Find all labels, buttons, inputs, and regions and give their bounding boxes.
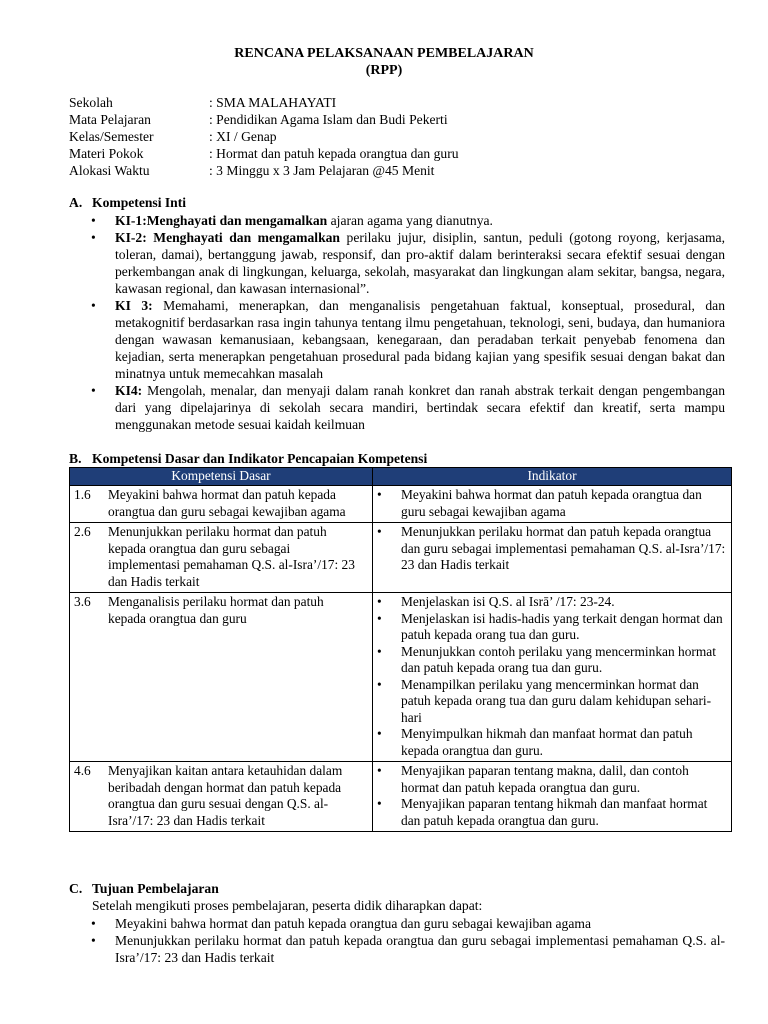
indicator-item: [377, 677, 727, 727]
section-title: Tujuan Pembelajaran: [92, 881, 219, 896]
section-letter: B.: [69, 451, 82, 466]
kd-cell: [70, 486, 373, 523]
info-value: : Pendidikan Agama Islam dan Budi Pekerti: [209, 112, 448, 127]
indicator-cell: [373, 523, 732, 593]
ki-item: [91, 382, 725, 433]
ki-title: KI4:: [115, 383, 143, 398]
bullet-icon: •: [377, 487, 382, 502]
kd-cell: [70, 523, 373, 593]
section-title: Kompetensi Inti: [92, 195, 187, 210]
bullet-icon: •: [377, 676, 382, 692]
indicator-text: Menampilkan perilaku yang mencerminkan hormat dan patuh kepada orang tua dan guru dalam kehidupan sehari-hari: [401, 676, 712, 725]
bullet-icon: •: [377, 610, 382, 626]
bullet-icon: •: [377, 796, 382, 811]
section-b-heading: [69, 450, 427, 467]
table-row: [70, 523, 732, 593]
indicator-text: Menjelaskan isi Q.S. al Isrā’ /17: 23-24.: [401, 594, 615, 609]
info-label: Sekolah: [69, 95, 113, 110]
kd-text: Menunjukkan perilaku hormat dan patuh kepada orangtua dan guru sebagai implementasi pemahaman Q.S. al-Isra’/17: 23 dan Hadis terkait: [108, 524, 355, 589]
ki-item: [91, 229, 725, 297]
indicator-item: [377, 611, 727, 644]
document-subtitle: (RPP): [365, 63, 403, 78]
ki-item: [91, 212, 725, 229]
info-row-alokasi-waktu: [69, 162, 709, 179]
kd-text: Menganalisis perilaku hormat dan patuh kepada orangtua dan guru: [108, 594, 324, 626]
info-label: Kelas/Semester: [69, 129, 154, 144]
table-row: [70, 486, 732, 523]
bullet-icon: •: [377, 594, 382, 609]
bullet-icon: •: [91, 383, 96, 398]
indicator-item: [377, 796, 727, 829]
indicator-text: Menjelaskan isi hadis-hadis yang terkait dengan hormat dan patuh kepada orang tua dan guru.: [401, 610, 723, 642]
section-a-heading: [69, 194, 186, 211]
ki-text: Mengolah, menalar, dan menyaji dalam ranah konkret dan ranah abstrak terkait dengan pengembangan dari yang dipelajarinya di sekolah secara mandiri, bertindak secara efektif dan kreatif, serta mampu menggunakan metode sesuai kaidah keilmuan: [115, 383, 725, 432]
indicator-cell: [373, 593, 732, 762]
indicator-text: Menunjukkan perilaku hormat dan patuh kepada orangtua dan guru sebagai implementasi pemahaman Q.S. al-Isra’/17: 23 dan Hadis terkait: [401, 524, 726, 572]
ki-title: KI 3:: [115, 298, 153, 313]
info-row-mata-pelajaran: [69, 111, 709, 128]
ki-item: [91, 297, 725, 382]
identity-block: [69, 94, 709, 179]
kd-number: 4.6: [74, 763, 91, 778]
indicator-item: [377, 487, 727, 520]
kompetensi-table: [69, 467, 732, 832]
ki-text: Memahami, menerapkan, dan menganalisis pengetahuan faktual, konseptual, prosedural, dan metakognitif berdasarkan rasa ingin tahunya tentang ilmu pengetahuan, teknologi, seni, budaya, dan humaniora dengan wawasan kemanusiaan, kebangsaan, kenegaraan, dan peradaban terkait penyebab fenomena dan kejadian, serta menerapkan pengetahuan prosedural pada bidang kajian yang spesifik sesuai dengan bakat dan minatnya untuk memecahkan masalah: [115, 298, 726, 381]
bullet-icon: •: [377, 524, 382, 539]
column-header-indikator: Indikator: [373, 468, 732, 486]
kd-number: 2.6: [74, 524, 91, 539]
info-row-materi-pokok: [69, 145, 709, 162]
indicator-item: [377, 644, 727, 677]
indicator-text: Menyajikan paparan tentang hikmah dan manfaat hormat dan patuh kepada orangtua dan guru.: [401, 796, 708, 828]
document-title: RENCANA PELAKSANAAN PEMBELAJARAN: [234, 46, 534, 61]
indicator-text: Menunjukkan contoh perilaku yang mencerminkan hormat dan patuh kepada orang tua dan guru.: [401, 643, 716, 675]
info-label: Mata Pelajaran: [69, 112, 151, 127]
bullet-icon: •: [91, 916, 96, 931]
ki-title: KI-1:Menghayati dan mengamalkan: [115, 213, 328, 228]
info-value: : XI / Genap: [209, 129, 277, 144]
kd-number: 3.6: [74, 594, 91, 609]
kd-cell: [70, 762, 373, 832]
indicator-cell: [373, 762, 732, 832]
kd-cell: [70, 593, 373, 762]
kompetensi-inti-list: [91, 212, 725, 433]
info-label: Materi Pokok: [69, 146, 144, 161]
tujuan-text: Menunjukkan perilaku hormat dan patuh kepada orangtua dan guru sebagai implementasi pemahaman Q.S. al-Isra’/17: 23 dan Hadis terkait: [115, 933, 725, 965]
indicator-text: Meyakini bahwa hormat dan patuh kepada orangtua dan guru sebagai kewajiban agama: [401, 487, 702, 519]
indicator-item: [377, 524, 727, 574]
bullet-icon: •: [91, 230, 96, 245]
section-letter: C.: [69, 881, 83, 896]
indicator-text: Menyajikan paparan tentang makna, dalil, dan contoh hormat dan patuh kepada orangtua dan guru.: [401, 763, 689, 795]
ki-text: ajaran agama yang dianutnya.: [327, 213, 493, 228]
column-header-kompetensi-dasar: Kompetensi Dasar: [70, 468, 373, 486]
tujuan-text: Meyakini bahwa hormat dan patuh kepada orangtua dan guru sebagai kewajiban agama: [115, 916, 591, 931]
indicator-item: [377, 594, 727, 611]
kd-number: 1.6: [74, 487, 91, 502]
tujuan-item: [91, 915, 725, 932]
kd-text: Meyakini bahwa hormat dan patuh kepada orangtua dan guru sebagai kewajiban agama: [108, 487, 346, 519]
info-value: : Hormat dan patuh kepada orangtua dan guru: [209, 146, 459, 161]
indicator-item: [377, 726, 727, 759]
bullet-icon: •: [377, 763, 382, 778]
kd-text: Menyajikan kaitan antara ketauhidan dalam beribadah dengan hormat dan patuh kepada orangtua dan guru sesuai dengan Q.S. al-Isra’/17: 23 dan Hadis terkait: [108, 763, 343, 828]
ki-title: KI-2: Menghayati dan mengamalkan: [115, 230, 340, 245]
indicator-text: Menyimpulkan hikmah dan manfaat hormat dan patuh kepada orangtua dan guru.: [401, 726, 693, 758]
info-label: Alokasi Waktu: [69, 163, 150, 178]
bullet-icon: •: [377, 643, 382, 659]
info-value: : SMA MALAHAYATI: [209, 95, 337, 110]
section-letter: A.: [69, 195, 83, 210]
indicator-item: [377, 763, 727, 796]
bullet-icon: •: [377, 726, 382, 741]
table-row: [70, 762, 732, 832]
tujuan-intro: Setelah mengikuti proses pembelajaran, peserta didik diharapkan dapat:: [92, 898, 483, 913]
info-row-sekolah: [69, 94, 709, 111]
info-value: : 3 Minggu x 3 Jam Pelajaran @45 Menit: [209, 163, 435, 178]
indicator-cell: [373, 486, 732, 523]
info-row-kelas-semester: [69, 128, 709, 145]
section-c-heading: [69, 880, 219, 897]
table-row: [70, 593, 732, 762]
tujuan-list: [91, 915, 725, 966]
bullet-icon: •: [91, 933, 96, 948]
ki-text: perilaku jujur, disiplin, santun, peduli (gotong royong, kerjasama, toleran, damai), bertanggung jawab, responsif, dan pro-aktif dalam berinteraksi secara efektif sesuai dengan perkembangan anak di lingkungan, keluarga, sekolah, masyarakat dan lingkungan alam sekitar, bangsa, negara, kawasan regional, dan kawasan internasional”.: [115, 230, 725, 296]
tujuan-item: [91, 932, 725, 966]
bullet-icon: •: [91, 213, 96, 228]
section-title: Kompetensi Dasar dan Indikator Pencapaian Kompetensi: [92, 451, 428, 466]
bullet-icon: •: [91, 298, 96, 313]
